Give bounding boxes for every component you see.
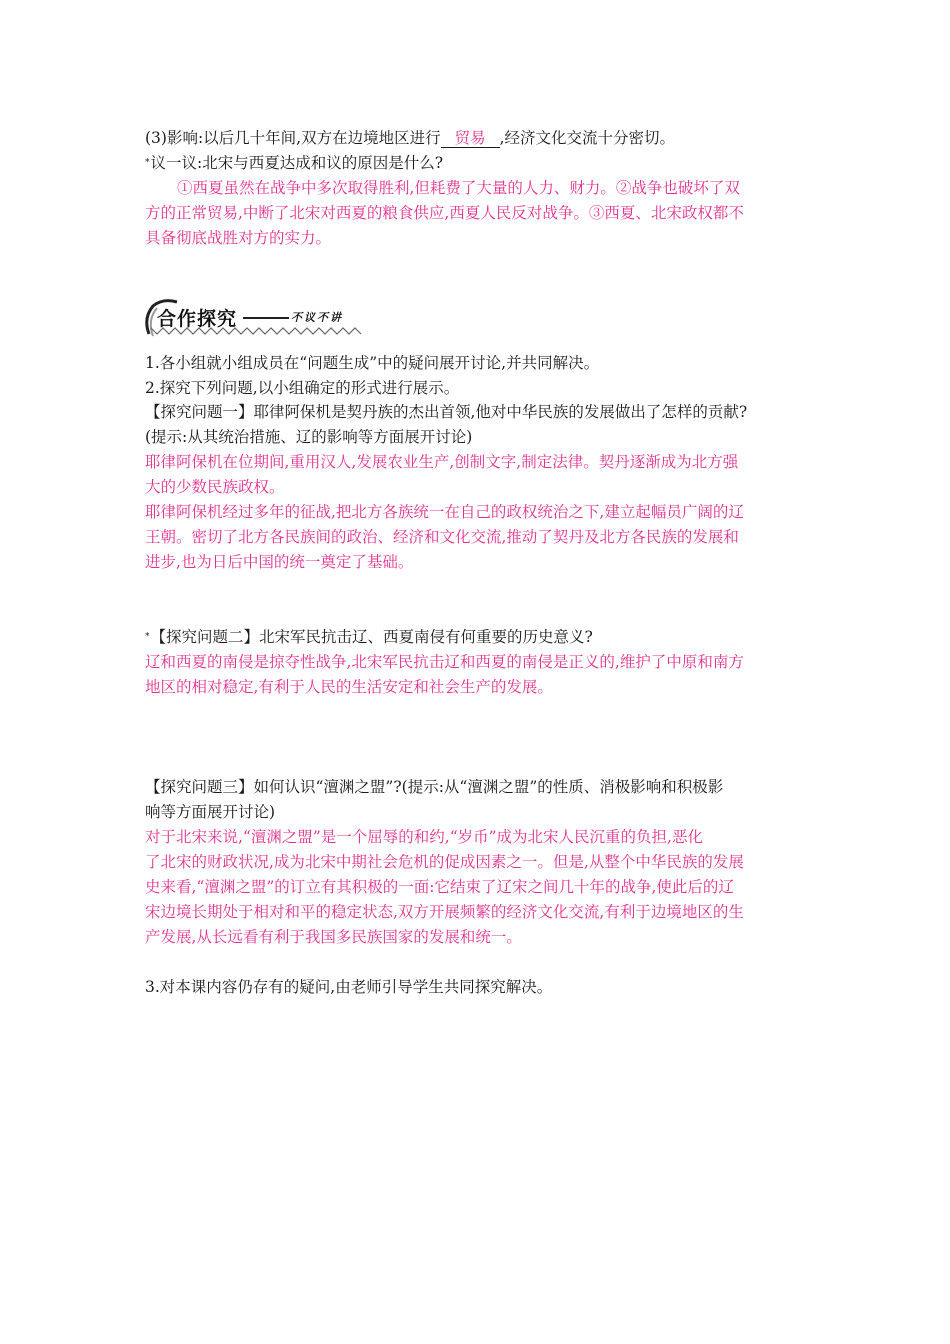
asterisk-icon: *	[145, 158, 150, 168]
step-2: 2.探究下列问题,以小组确定的形式进行展示。	[145, 379, 460, 397]
influence-answer: 贸易	[441, 129, 500, 148]
section-subtitle: 不议不讲	[291, 311, 343, 324]
step-1: 1.各小组就小组成员在“问题生成”中的疑问展开讨论,并共同解决。	[145, 354, 600, 372]
discussion-answer-line: 具备彻底战胜对方的实力。	[145, 229, 332, 247]
problem2-answer-line: 辽和西夏的南侵是掠夺性战争,北宋军民抗击辽和西夏的南侵是正义的,维护了中原和南方	[145, 653, 744, 671]
influence-line	[145, 128, 815, 148]
problem1-answer-line: 王朝。密切了北方各民族间的政治、经济和文化交流,推动了契丹及北方各民族的发展和	[145, 528, 739, 546]
problem3-answer-line: 对于北宋来说,“澶渊之盟”是一个屈辱的和约,“岁币”成为北宋人民沉重的负担,恶化	[145, 828, 703, 846]
problem1-answer-line: 进步,也为日后中国的统一奠定了基础。	[145, 553, 414, 571]
influence-suffix: ,经济文化交流十分密切。	[499, 129, 676, 147]
problem3-answer-line: 史来看,“澶渊之盟”的订立有其积极的一面:它结束了辽宋之间几十年的战争,使此后的辽	[145, 878, 734, 896]
section-title: 合作探究	[157, 308, 238, 330]
problem1-answer-line: 耶律阿保机在位期间,重用汉人,发展农业生产,创制文字,制定法律。契丹逐渐成为北方强	[145, 453, 739, 471]
problem2-question-text: 【探究问题二】北宋军民抗击辽、西夏南侵有何重要的历史意义?	[150, 628, 593, 646]
problem1-question-line: 【探究问题一】耶律阿保机是契丹族的杰出首领,他对中华民族的发展做出了怎样的贡献?	[145, 403, 748, 421]
discussion-question	[145, 153, 815, 173]
problem1-answer-line: 耶律阿保机经过多年的征战,把北方各族统一在自己的政权统治之下,建立起幅员广阔的辽	[145, 503, 744, 521]
problem3-answer-line: 了北宋的财政状况,成为北宋中期社会危机的促成因素之一。但是,从整个中华民族的发展	[145, 853, 744, 871]
problem3-question-line: 【探究问题三】如何认识“澶渊之盟”?(提示:从“澶渊之盟”的性质、消极影响和积极影	[145, 778, 724, 796]
discussion-answer-line: ①西夏虽然在战争中多次取得胜利,但耗费了大量的人力、财力。②战争也破坏了双	[177, 179, 740, 197]
discussion-answer-line: 方的正常贸易,中断了北宋对西夏的粮食供应,西夏人民反对战争。③西夏、北宋政权都不	[145, 204, 744, 222]
problem2-answer-line: 地区的相对稳定,有利于人民的生活安定和社会生产的发展。	[145, 678, 553, 696]
problem2-question	[145, 627, 815, 647]
problem1-answer-line: 大的少数民族政权。	[145, 478, 285, 496]
problem3-question-line: 响等方面展开讨论)	[145, 803, 276, 821]
problem3-answer-line: 产发展,从长远看有利于我国多民族国家的发展和统一。	[145, 928, 522, 946]
problem1-question-line: (提示:从其统治措施、辽的影响等方面展开讨论)	[145, 428, 473, 446]
problem3-answer-line: 宋边境长期处于相对和平的稳定状态,双方开展频繁的经济文化交流,有利于边境地区的生	[145, 903, 744, 921]
step-3: 3.对本课内容仍存有的疑问,由老师引导学生共同探究解决。	[145, 978, 553, 996]
discussion-question-text: 议一议:北宋与西夏达成和议的原因是什么?	[150, 154, 444, 172]
influence-prefix: (3)影响:以后几十年间,双方在边境地区进行	[145, 129, 441, 147]
section-header	[143, 298, 373, 340]
asterisk-icon: *	[145, 632, 150, 642]
